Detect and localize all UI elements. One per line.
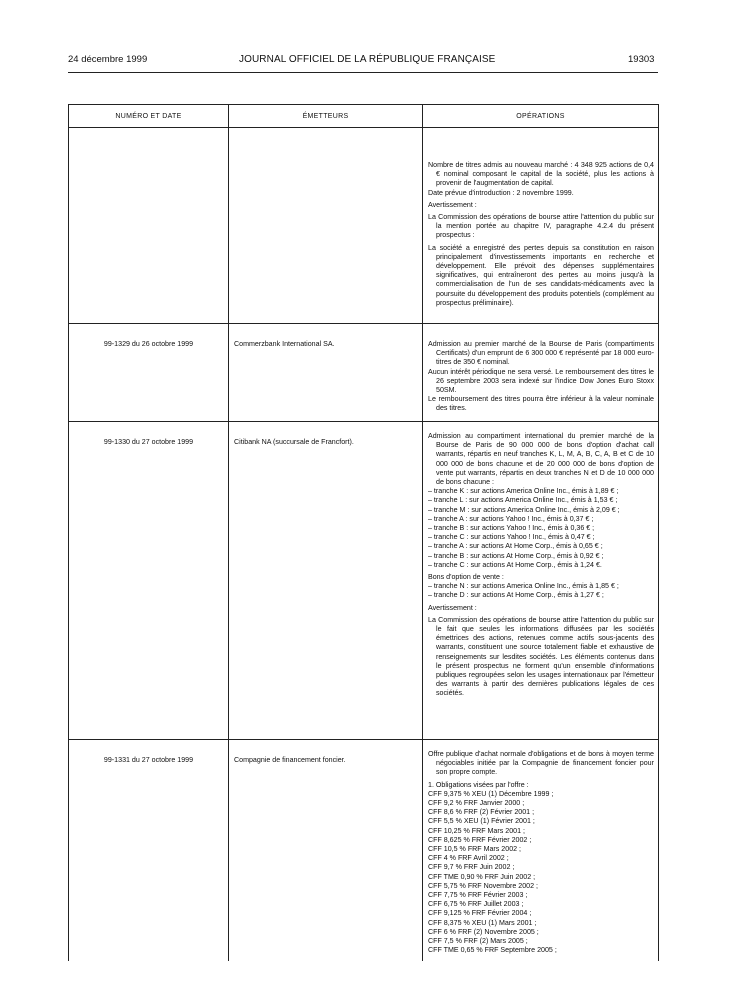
table-row (69, 740, 659, 962)
cell-number-date (69, 128, 229, 324)
ops-list-item: CFF 9,375 % XEU (1) Décembre 1999 ; (428, 789, 554, 798)
ops-list-item: CFF 8,625 % FRF Février 2002 ; (428, 835, 532, 844)
ops-list-item: – tranche N : sur actions America Online Inc., émis à 1,85 € ; (428, 582, 619, 591)
table-row (69, 324, 659, 422)
ops-paragraph: Date prévue d'introduction : 2 novembre 1999. (428, 188, 574, 197)
ops-paragraph: Bons d'option de vente : (428, 573, 504, 582)
ops-list-item: – tranche K : sur actions America Online Inc., émis à 1,89 € ; (428, 487, 619, 496)
ops-list-item: – tranche B : sur actions At Home Corp., émis à 0,92 € ; (428, 551, 604, 560)
cell-number-date: 99-1331 du 27 octobre 1999 (69, 740, 229, 962)
ops-paragraph: Le remboursement des titres pourra être inférieur à la valeur nominale des titres. (428, 395, 654, 413)
table-row (69, 128, 659, 324)
journal-title: JOURNAL OFFICIEL DE LA RÉPUBLIQUE FRANÇAISE (239, 54, 496, 65)
ops-list-item: CFF TME 0,90 % FRF Juin 2002 ; (428, 872, 536, 881)
ops-paragraph: Avertissement : (428, 200, 477, 209)
header-date: 24 décembre 1999 (68, 54, 148, 65)
cell-issuer (229, 128, 423, 324)
cell-issuer: Citibank NA (succursale de Francfort). (229, 422, 423, 740)
ops-list-item: CFF 7,75 % FRF Février 2003 ; (428, 891, 528, 900)
ops-list-item: – tranche B : sur actions Yahoo ! Inc., émis à 0,36 € ; (428, 524, 595, 533)
ops-list-item: CFF 6,75 % FRF Juillet 2003 ; (428, 900, 524, 909)
ops-list-item: CFF 8,6 % FRF (2) Février 2001 ; (428, 808, 535, 817)
cell-operations (423, 324, 659, 422)
ops-list-item: – tranche D : sur actions At Home Corp., émis à 1,27 € ; (428, 591, 604, 600)
ops-list-item: CFF 4 % FRF Avril 2002 ; (428, 854, 509, 863)
cell-operations (423, 422, 659, 740)
ops-list-item: – tranche M : sur actions America Online Inc., émis à 2,09 € ; (428, 505, 620, 514)
table-row (69, 422, 659, 740)
cell-number-date: 99-1329 du 26 octobre 1999 (69, 324, 229, 422)
ops-paragraph: Aucun intérêt périodique ne sera versé. Le remboursement des titres le 26 septembre 2003 sera indexé sur l'indice Dow Jones Euro Stoxx 50SM. (428, 367, 654, 395)
cell-issuer: Compagnie de financement foncier. (229, 740, 423, 962)
ops-list-item: – tranche A : sur actions Yahoo ! Inc., émis à 0,37 € ; (428, 514, 594, 523)
ops-list-item: CFF 9,2 % FRF Janvier 2000 ; (428, 799, 525, 808)
ops-paragraph: Nombre de titres admis au nouveau marché : 4 348 925 actions de 0,4 € nominal composant le capital de la société, plus les actions à provenir de l'augmentation de capital. (428, 161, 654, 188)
ops-list-item: CFF 6 % FRF (2) Novembre 2005 ; (428, 927, 539, 936)
ops-paragraph: Admission au premier marché de la Bourse de Paris (compartiments Certificats) d'un emprunt de 6 300 000 € représenté par 18 000 euro-titres de 350 € nominal. (428, 340, 654, 367)
header-rule (68, 72, 658, 73)
table-header-row (69, 105, 659, 128)
ops-paragraph: La Commission des opérations de bourse attire l'attention du public sur la mention portée au chapitre IV, paragraphe 4.2.4 du présent prospectus : (428, 213, 654, 240)
ops-paragraph: Avertissement : (428, 603, 477, 612)
ops-paragraph: 1. Obligations visées par l'offre : (428, 780, 529, 789)
page-number: 19303 (628, 54, 655, 65)
ops-list-item: CFF 10,25 % FRF Mars 2001 ; (428, 826, 525, 835)
ops-paragraph: Offre publique d'achat normale d'obligations et de bons à moyen terme négociables initiée par la Compagnie de financement foncier pour son propre compte. (428, 750, 654, 777)
ops-list-item: CFF TME 0,65 % FRF Septembre 2005 ; (428, 946, 557, 955)
ops-paragraph: La société a enregistré des pertes depuis sa constitution en raison principalement d'investissements importants en recherche et développement. Elle prévoit des dépenses supplémentaires significatives, qui entraîneront des pertes au moins jusqu'à la commercialisation de l'un de ses candidats-médicaments avec la poursuite du développement des produits potentiels (complément au prospectus préliminaire). (428, 243, 654, 307)
ops-list-item: – tranche C : sur actions Yahoo ! Inc., émis à 0,47 € ; (428, 533, 595, 542)
ops-list-item: – tranche A : sur actions At Home Corp., émis à 0,65 € ; (428, 542, 603, 551)
ops-list-item: CFF 9,125 % FRF Février 2004 ; (428, 909, 532, 918)
operations-table (68, 104, 659, 961)
ops-list-item: CFF 8,375 % XEU (1) Mars 2001 ; (428, 918, 537, 927)
ops-list-item: – tranche C : sur actions At Home Corp., émis à 1,24 €. (428, 560, 602, 569)
column-header-operations: OPÉRATIONS (423, 105, 659, 128)
cell-operations (423, 128, 659, 324)
ops-paragraph: Admission au compartiment international du premier marché de la Bourse de Paris de 90 000 000 de bons d'option d'achat call warrants, répartis en neuf tranches K, L, M, A, B, C, A, B et C de 10 000 000 de bons chacune et de 20 000 000 de bons d'option de vente put warrants, répartis en deux tranches N et D de 10 000 000 de bons chacune : (428, 432, 654, 487)
column-header-number-date: NUMÉRO ET DATE (69, 105, 229, 128)
ops-list-item: CFF 10,5 % FRF Mars 2002 ; (428, 845, 522, 854)
ops-list-item: CFF 5,5 % XEU (1) Février 2001 ; (428, 817, 535, 826)
ops-list-item: CFF 5,75 % FRF Novembre 2002 ; (428, 881, 538, 890)
cell-operations (423, 740, 659, 962)
ops-list-item: – tranche L : sur actions America Online Inc., émis à 1,53 € ; (428, 496, 618, 505)
ops-list-item: CFF 9,7 % FRF Juin 2002 ; (428, 863, 515, 872)
ops-list-item: CFF 7,5 % FRF (2) Mars 2005 ; (428, 937, 528, 946)
cell-number-date: 99-1330 du 27 octobre 1999 (69, 422, 229, 740)
cell-issuer: Commerzbank International SA. (229, 324, 423, 422)
column-header-issuers: ÉMETTEURS (229, 105, 423, 128)
ops-paragraph: La Commission des opérations de bourse attire l'attention du public sur le fait que seules les informations diffusées par les sociétés émettrices des actions, retenues comme actifs sous-jacents des warrants, constituent une source totalement fiable et exhaustive de renseignements sur lesdites sociétés. Les éléments contenus dans le présent prospectus ne forment qu'un ensemble d'informations publiques regroupées selon les usages internationaux par l'émetteur des warrants à partir des dernières publications légales de ces sociétés. (428, 615, 654, 698)
